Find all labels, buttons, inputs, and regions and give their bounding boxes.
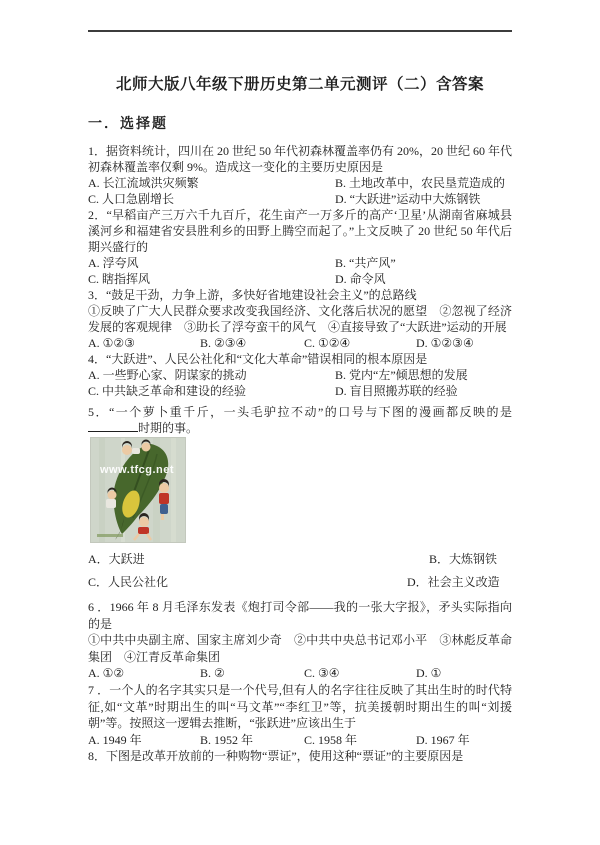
question-7-stem: 7 ．一个人的名字其实只是一个代号,但有人的名字往往反映了其出生时的时代特征,如“文革”时期出生的叫“马文革”“李红卫”等，抗美援朝时期出生的叫“刘援朝”等。按照这一逻辑去推断，“张跃进”应该出生于 [88, 682, 512, 731]
question-6-items: ①中共中央副主席、国家主席刘少奇 ②中共中央总书记邓小平 ③林彪反革命集团 ④江青反革命集团 [88, 633, 512, 664]
question-4-option-c: C. 中共缺乏革命和建设的经验 [88, 384, 247, 398]
question-8-stem: 8．下图是改革开放前的一种购物“票证”，使用这种“票证”的主要原因是 [88, 749, 464, 764]
question-6-option-b: B. ② [200, 666, 225, 681]
question-4-option-a: A. 一些野心家、阴谋家的挑动 [88, 368, 247, 382]
question-7-option-c: C. 1958 年 [304, 732, 358, 747]
answer-blank [88, 420, 138, 432]
question-6-option-c: C. ③④ [304, 666, 340, 681]
question-3-option-c: C. ①②④ [304, 336, 351, 350]
question-2-option-d: D. 命令风 [335, 272, 386, 286]
question-6-option-d: D. ① [416, 666, 442, 681]
question-1-option-c: C. 人口急剧增长 [88, 192, 175, 206]
question-5-stem-tail: 时期的事。 [138, 421, 199, 435]
watermark-text: www.tfcg.net [100, 464, 175, 476]
question-4-option-b: B. 党内“左”倾思想的发展 [335, 368, 468, 382]
question-2-option-b: B. “共产风” [335, 256, 396, 270]
question-5-stem-text: 5．“一个萝卜重千斤，一头毛驴拉不动”的口号与下图的漫画都反映的是 [88, 405, 512, 419]
question-2-options-row-1 [88, 255, 512, 271]
question-5-options [88, 548, 512, 594]
question-5-option-d: D．社会主义改造 [407, 575, 500, 589]
question-5-cartoon-image [90, 437, 186, 543]
question-3-options-row [88, 335, 512, 351]
question-4-options-row-2 [88, 383, 512, 399]
page-title: 北师大版八年级下册历史第二单元测评（二）含答案 [115, 76, 484, 93]
question-7-option-d: D. 1967 年 [416, 732, 470, 747]
question-3-items: ①反映了广大人民群众要求改变我国经济、文化落后状况的愿望 ②忽视了经济发展的客观规律 ③助长了浮夸蛮干的风气 ④直接导致了“大跃进”运动的开展 [88, 304, 512, 334]
page-content [88, 0, 512, 765]
question-5-options-row-1 [88, 548, 512, 571]
question-1-option-a: A. 长江流域洪灾频繁 [88, 176, 199, 190]
question-1-option-b: B. 土地改革中，农民垦荒造成的 [335, 176, 506, 190]
question-1-stem: 1．据资料统计，四川在 20 世纪 50 年代初森林覆盖率仍有 20%，20 世纪 60 年代初森林覆盖率仅剩 9%。造成这一变化的主要历史原因是 [88, 144, 512, 174]
question-2-option-c: C. 瞎指挥风 [88, 272, 151, 286]
question-5-stem [88, 404, 512, 436]
question-6-options-row [88, 665, 512, 682]
question-3-option-d: D. ①②③④ [416, 336, 474, 350]
question-4-stem: 4．“大跃进”、人民公社化和“文化大革命”错误相同的根本原因是 [88, 352, 428, 366]
question-2-options-row-2 [88, 271, 512, 287]
question-1-options-row-2 [88, 191, 512, 207]
question-5-option-c: C．人民公社化 [88, 575, 169, 589]
question-6-option-a: A. ①② [88, 666, 125, 681]
question-3-stem: 3．“鼓足干劲，力争上游，多快好省地建设社会主义”的总路线 [88, 288, 417, 302]
question-4-options-row-1 [88, 367, 512, 383]
question-3-option-b: B. ②③④ [200, 336, 247, 350]
question-7-option-b: B. 1952 年 [200, 732, 254, 747]
question-2-stem: 2．“早稻亩产三万六千九百斤，花生亩产一万多斤的高产‘卫星’从湖南省麻城县溪河乡和福建省安县胜利乡的田野上腾空而起了。”上文反映了 20 世纪 50 年代后期兴盛行的 [88, 208, 512, 254]
question-2-option-a: A. 浮夸风 [88, 256, 139, 270]
question-7-options-row [88, 732, 512, 749]
question-5-option-a: A．大跃进 [88, 552, 145, 566]
question-4-option-d: D. 盲目照搬苏联的经验 [335, 384, 458, 398]
question-7-option-a: A. 1949 年 [88, 732, 142, 747]
question-3-option-a: A. ①②③ [88, 336, 135, 350]
questions-6-to-8 [88, 599, 512, 765]
child-top-right [142, 440, 151, 452]
question-1-options-row-1 [88, 175, 512, 191]
question-6-stem: 6 ．1966 年 8 月毛泽东发表《炮打司令部——我的一张大字报》，矛头实际指向的是 [88, 600, 512, 631]
section-heading: 一．选择题 [88, 117, 168, 132]
question-5-options-row-2 [88, 571, 512, 594]
question-5-option-b: B．大炼钢铁 [429, 552, 498, 566]
question-1-option-d: D. “大跃进”运动中大炼钢铁 [335, 192, 481, 206]
